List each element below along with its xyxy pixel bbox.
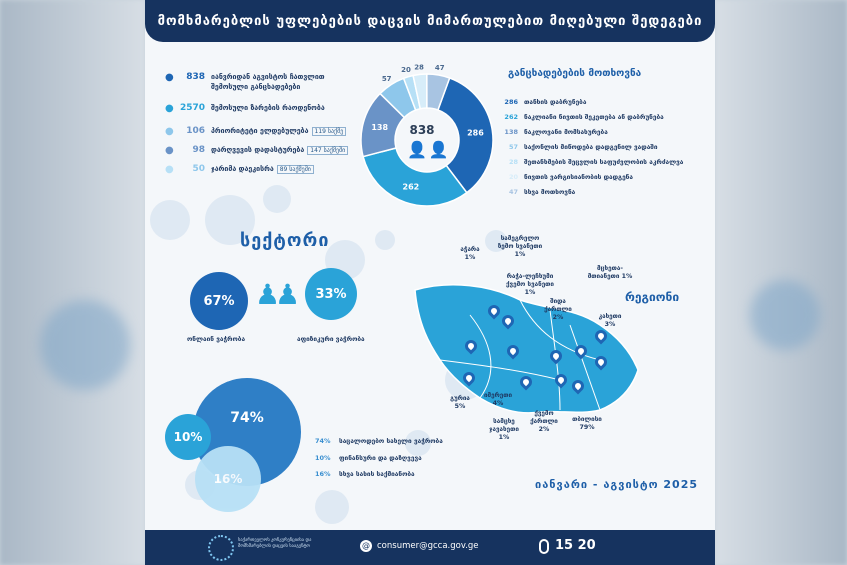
region-label: სამცხე ჯავახეთი 1% [489,418,519,441]
person-icon: ● [165,145,174,156]
blurred-left-margin [0,0,145,565]
category-count: 57 [508,143,518,151]
public-label: აფიზიკური ვაჭრობა [297,335,365,343]
category-count: 28 [508,158,518,166]
person-icon: ♟ [255,278,281,311]
bubble-10: 10% [165,414,211,460]
stat-text: იანვრიდან აგვისტოს ჩათვლით შემოსული განცხადებები [211,73,325,91]
category-text: შეთანხმების შეცვლის საფუძვლობის აკრძალვა [524,158,684,166]
category-count: 286 [504,98,518,106]
stat-note: 119 საქმე [312,127,347,136]
sector-title: სექტორი [240,230,330,251]
private-pct: 67% [203,293,235,309]
region-label: თბილისი 79% [572,416,602,431]
donut-slice-label: 57 [381,74,392,83]
donut-slice-label: 20 [401,66,411,75]
category-count: 138 [504,128,518,136]
category-count: 20 [508,173,518,181]
category-row [500,158,683,166]
hotline-number[interactable]: 15 20 [555,538,596,553]
region-label: შიდა ქართლი 2% [544,298,572,321]
category-row [500,98,586,106]
category-text: ნაკლოვანი მომსახურება [524,128,608,136]
stat-note: 147 საქმეში [307,146,348,155]
email-icon: @ [362,541,370,550]
category-text: ნაკლიანი ნივთის შეკეთება ან დაბრუნება [524,113,664,121]
region-label: გურია 5% [450,395,470,410]
category-count: 262 [504,113,518,121]
email-link[interactable]: consumer@gcca.gov.ge [377,541,479,551]
bubble-74: 74% [193,378,301,486]
private-label: ონლაინ ვაჭრობა [187,335,246,343]
donut-slice-label: 138 [371,123,389,133]
stat-number: 106 [186,126,205,136]
stat-text: შემოსული ზარების რაოდენობა [211,104,325,112]
private-sector-circle [190,272,248,330]
stat-row [165,126,346,138]
person-icon: ● [165,72,174,83]
stat-row [165,103,325,115]
infographic-poster [145,0,715,565]
categories-title: განცხადებების მოთხოვნა [508,68,642,79]
category-text: თანხის დაბრუნება [524,98,587,106]
public-sector-circle [305,268,357,320]
stat-number: 50 [192,164,205,174]
stat-text: პრიორიტეტი ელდებულება 119 საქმე [211,126,346,137]
category-row [500,113,664,121]
footer [145,530,715,565]
donut-slice-label: 262 [402,182,420,192]
category-text: სხვა მოთხოვნა [524,188,576,196]
stat-note: 89 საქმეში [277,165,314,174]
category-row [500,128,608,136]
region-label: კახეთი 3% [598,313,622,328]
blurred-decor [40,300,130,390]
donut-slice-label: 286 [467,128,484,138]
region-label: რაჭა-ლეჩხუმი ქვემო სვანეთი 1% [506,273,554,296]
donut-slice-label: 28 [414,63,424,72]
legend-row: 16% სხვა სახის საქმიანობა [315,470,415,478]
legend-row: 10% ფინანსური და დაზღვევა [315,454,422,462]
public-pct: 33% [315,286,347,302]
stat-number: 98 [192,145,205,155]
legend-row: 74% საცალოდებო სახელი ვაჭრობა [315,437,443,445]
region-label: სამეგრელო ზემო სვანეთი 1% [497,235,543,258]
stat-row [165,164,314,176]
category-row [500,173,633,181]
bubble-16: 16% [195,446,261,512]
region-label: მცხეთა-მთიანეთი 1% [587,265,633,280]
people-icon: 👤👤 [407,140,451,159]
region-label: იმერეთი 4% [483,392,513,407]
region-label: ქვემო ქართლი 2% [530,410,558,433]
agency-name: საქართველოს კონკურენციისა და მომხმარებლის დაცვის სააგენტო [238,538,312,549]
region-title: რეგიონი [625,290,680,304]
category-text: ნივთის ვარგისიანობის დადგენა [524,173,633,181]
stat-number: 2570 [179,103,205,113]
category-text: საქონლის მიწოდება დადგენილ ვადაში [524,143,658,151]
period-label: იანვარი - აგვისტო 2025 [535,478,699,491]
stat-row [165,72,361,92]
stat-row [165,145,348,157]
stat-number: 838 [186,72,205,82]
category-row [500,188,575,196]
person-icon: ● [165,103,174,114]
person-icon: ● [165,126,174,137]
category-count: 47 [508,188,518,196]
page-title: მომხმარებლის უფლებების დაცვის მიმართულებით მიღებული შედეგები [145,0,715,42]
phone-icon [539,539,549,554]
donut-total: 838 [409,123,435,137]
agency-logo-icon [208,535,234,561]
stat-text: ჯარიმა დაეკისრა 89 საქმეში [211,164,314,175]
stat-text: დარღვევის დადასტურება 147 საქმეში [211,145,348,156]
region-label: აჭარა 1% [460,246,480,261]
category-row [500,143,658,151]
blurred-decor [750,280,820,350]
person-icon: ♟ [275,278,301,311]
donut-slice-label: 47 [434,64,445,73]
person-icon: ● [165,164,174,175]
